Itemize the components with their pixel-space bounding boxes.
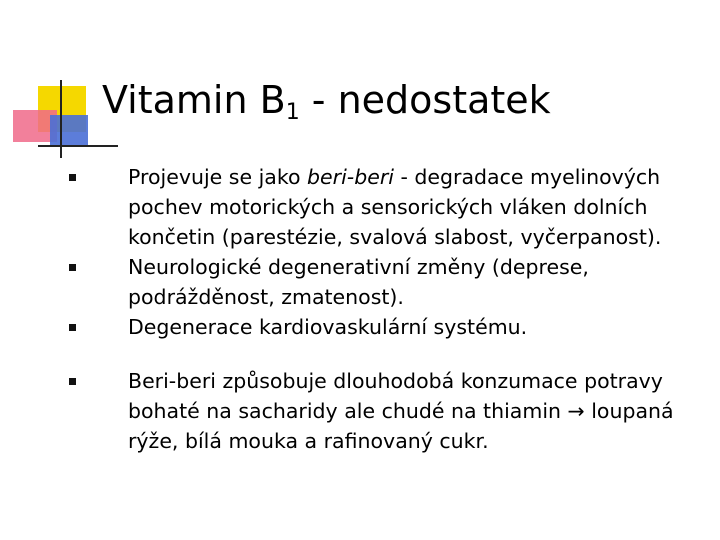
logo-horizontal-line bbox=[38, 145, 118, 147]
bullet-marker-icon bbox=[69, 174, 76, 181]
title-rest: - nedostatek bbox=[299, 78, 551, 122]
bullet-spacer bbox=[62, 342, 712, 366]
slide-logo bbox=[0, 0, 110, 170]
bullet-item bbox=[62, 162, 712, 252]
bullet-text-emphasis: beri-beri bbox=[307, 165, 394, 189]
bullet-text-post: - degradace myelinových pochev motorických a sensorických vláken dolních končetin (parestézie, svalová slabost, vyčerpanost). bbox=[128, 165, 662, 249]
bullet-text: Degenerace kardiovaskulární systému. bbox=[128, 315, 528, 339]
bullet-marker-icon bbox=[69, 378, 76, 385]
bullet-item bbox=[62, 366, 712, 456]
bullet-item bbox=[62, 252, 712, 312]
slide-title bbox=[102, 78, 551, 126]
bullet-item bbox=[62, 312, 712, 342]
bullet-marker-icon bbox=[69, 264, 76, 271]
bullet-text-pre: Projevuje se jako bbox=[128, 165, 308, 189]
bullet-text: Neurologické degenerativní změny (deprese, podrážděnost, zmatenost). bbox=[128, 255, 589, 309]
bullet-text: Beri-beri způsobuje dlouhodobá konzumace potravy bohaté na sacharidy ale chudé na thiamin → loupaná rýže, bílá mouka a rafinovaný cukr. bbox=[128, 369, 674, 453]
title-subscript: 1 bbox=[285, 100, 300, 125]
bullet-list bbox=[62, 162, 712, 456]
title-main: Vitamin B bbox=[102, 78, 286, 122]
bullet-marker-icon bbox=[69, 324, 76, 331]
logo-blue-square bbox=[50, 115, 88, 147]
